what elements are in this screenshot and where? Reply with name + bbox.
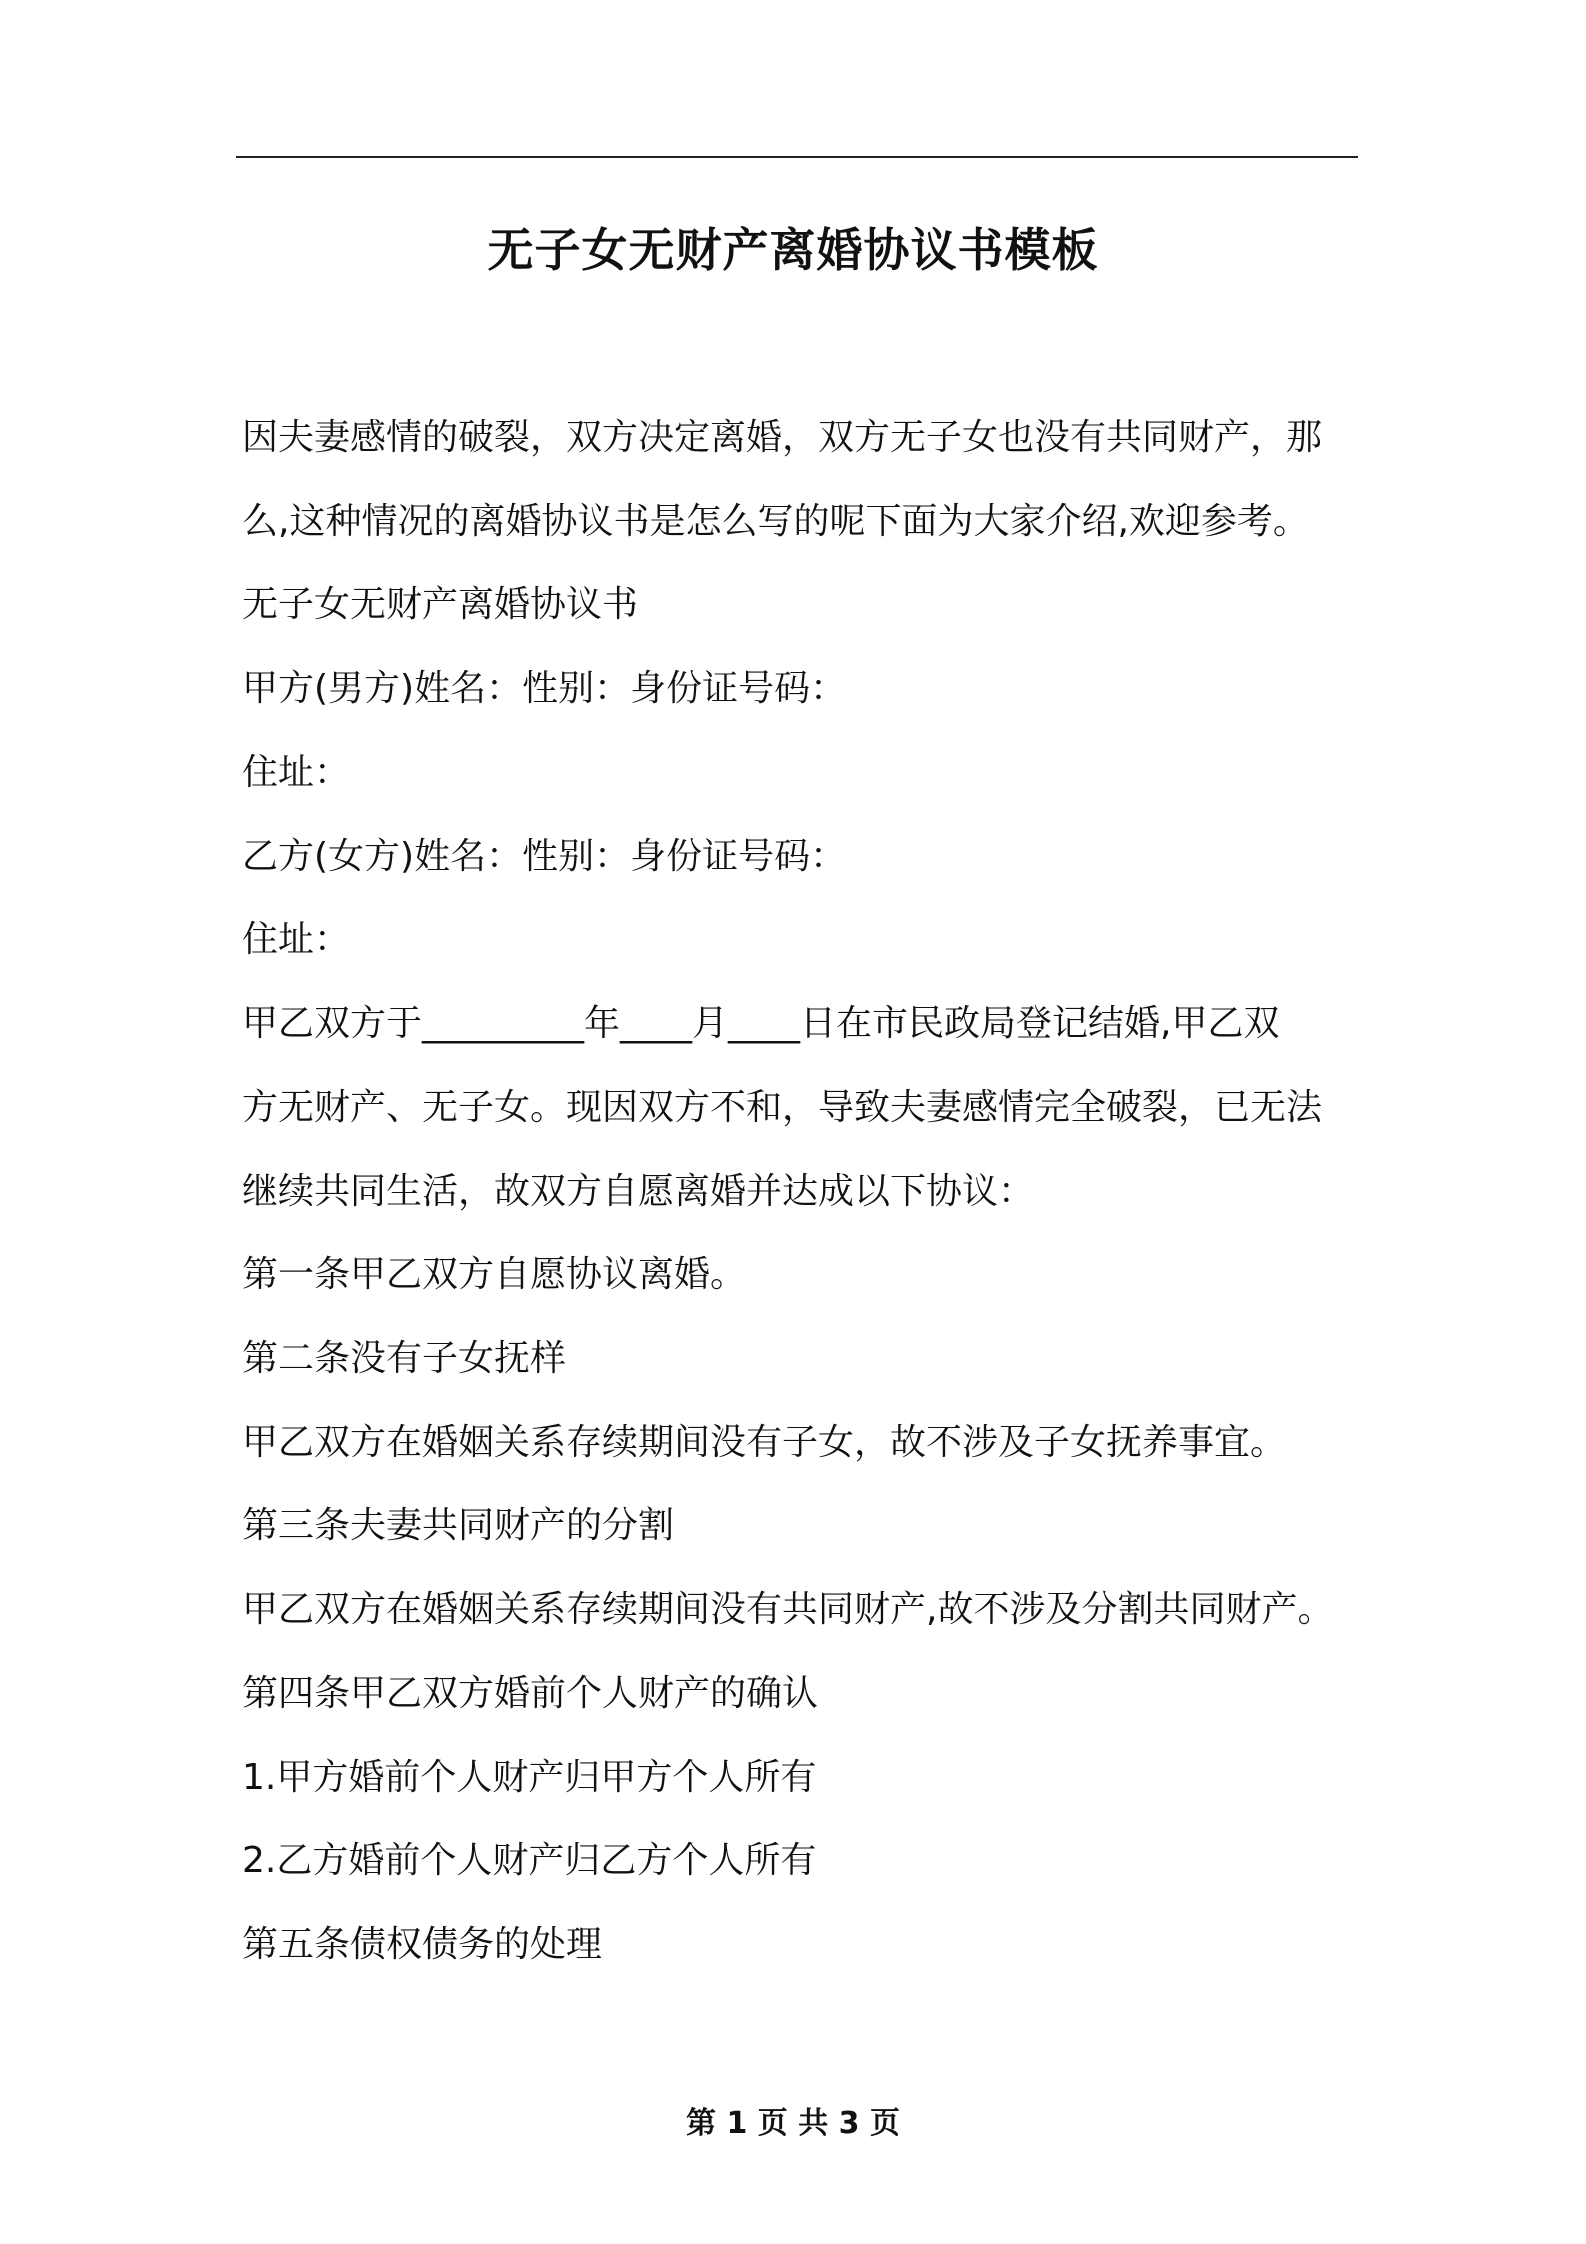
paragraph-line: 第三条夫妻共同财产的分割	[242, 1505, 675, 1546]
document-title: 无子女无财产离婚协议书模板	[487, 223, 1099, 277]
paragraph-line: 方无财产、无子女。现因双方不和，导致夫妻感情完全破裂，已无法	[242, 1087, 1323, 1128]
paragraph-line: 乙方(女方)姓名：性别：身份证号码：	[242, 836, 847, 877]
paragraph-line: 么,这种情况的离婚协议书是怎么写的呢下面为大家介绍,欢迎参考。	[242, 501, 1309, 542]
paragraph-line: 第一条甲乙双方自愿协议离婚。	[242, 1254, 747, 1295]
paragraph-line: 2.乙方婚前个人财产归乙方个人所有	[242, 1840, 817, 1881]
paragraph-line: 第四条甲乙双方婚前个人财产的确认	[242, 1673, 819, 1714]
paragraph-line: 甲乙双方在婚姻关系存续期间没有共同财产,故不涉及分割共同财产。	[242, 1589, 1334, 1630]
paragraph-line: 因夫妻感情的破裂，双方决定离婚，双方无子女也没有共同财产，那	[242, 417, 1323, 458]
page-number: 第 1 页 共 3 页	[686, 2106, 900, 2141]
paragraph-line: 甲乙双方于_________年____月____日在市民政局登记结婚,甲乙双	[242, 1003, 1280, 1044]
paragraph-line: 无子女无财产离婚协议书	[242, 584, 639, 625]
paragraph-line: 甲乙双方在婚姻关系存续期间没有子女，故不涉及子女抚养事宜。	[242, 1422, 1287, 1463]
header-rule	[236, 156, 1358, 158]
paragraph-line: 继续共同生活，故双方自愿离婚并达成以下协议：	[242, 1171, 1035, 1212]
paragraph-line: 甲方(男方)姓名：性别：身份证号码：	[242, 668, 847, 709]
paragraph-line: 住址：	[242, 752, 351, 793]
paragraph-line: 第五条债权债务的处理	[242, 1924, 603, 1965]
paragraph-line: 第二条没有子女抚样	[242, 1338, 567, 1379]
paragraph-line: 住址：	[242, 919, 351, 960]
paragraph-line: 1.甲方婚前个人财产归甲方个人所有	[242, 1757, 817, 1798]
